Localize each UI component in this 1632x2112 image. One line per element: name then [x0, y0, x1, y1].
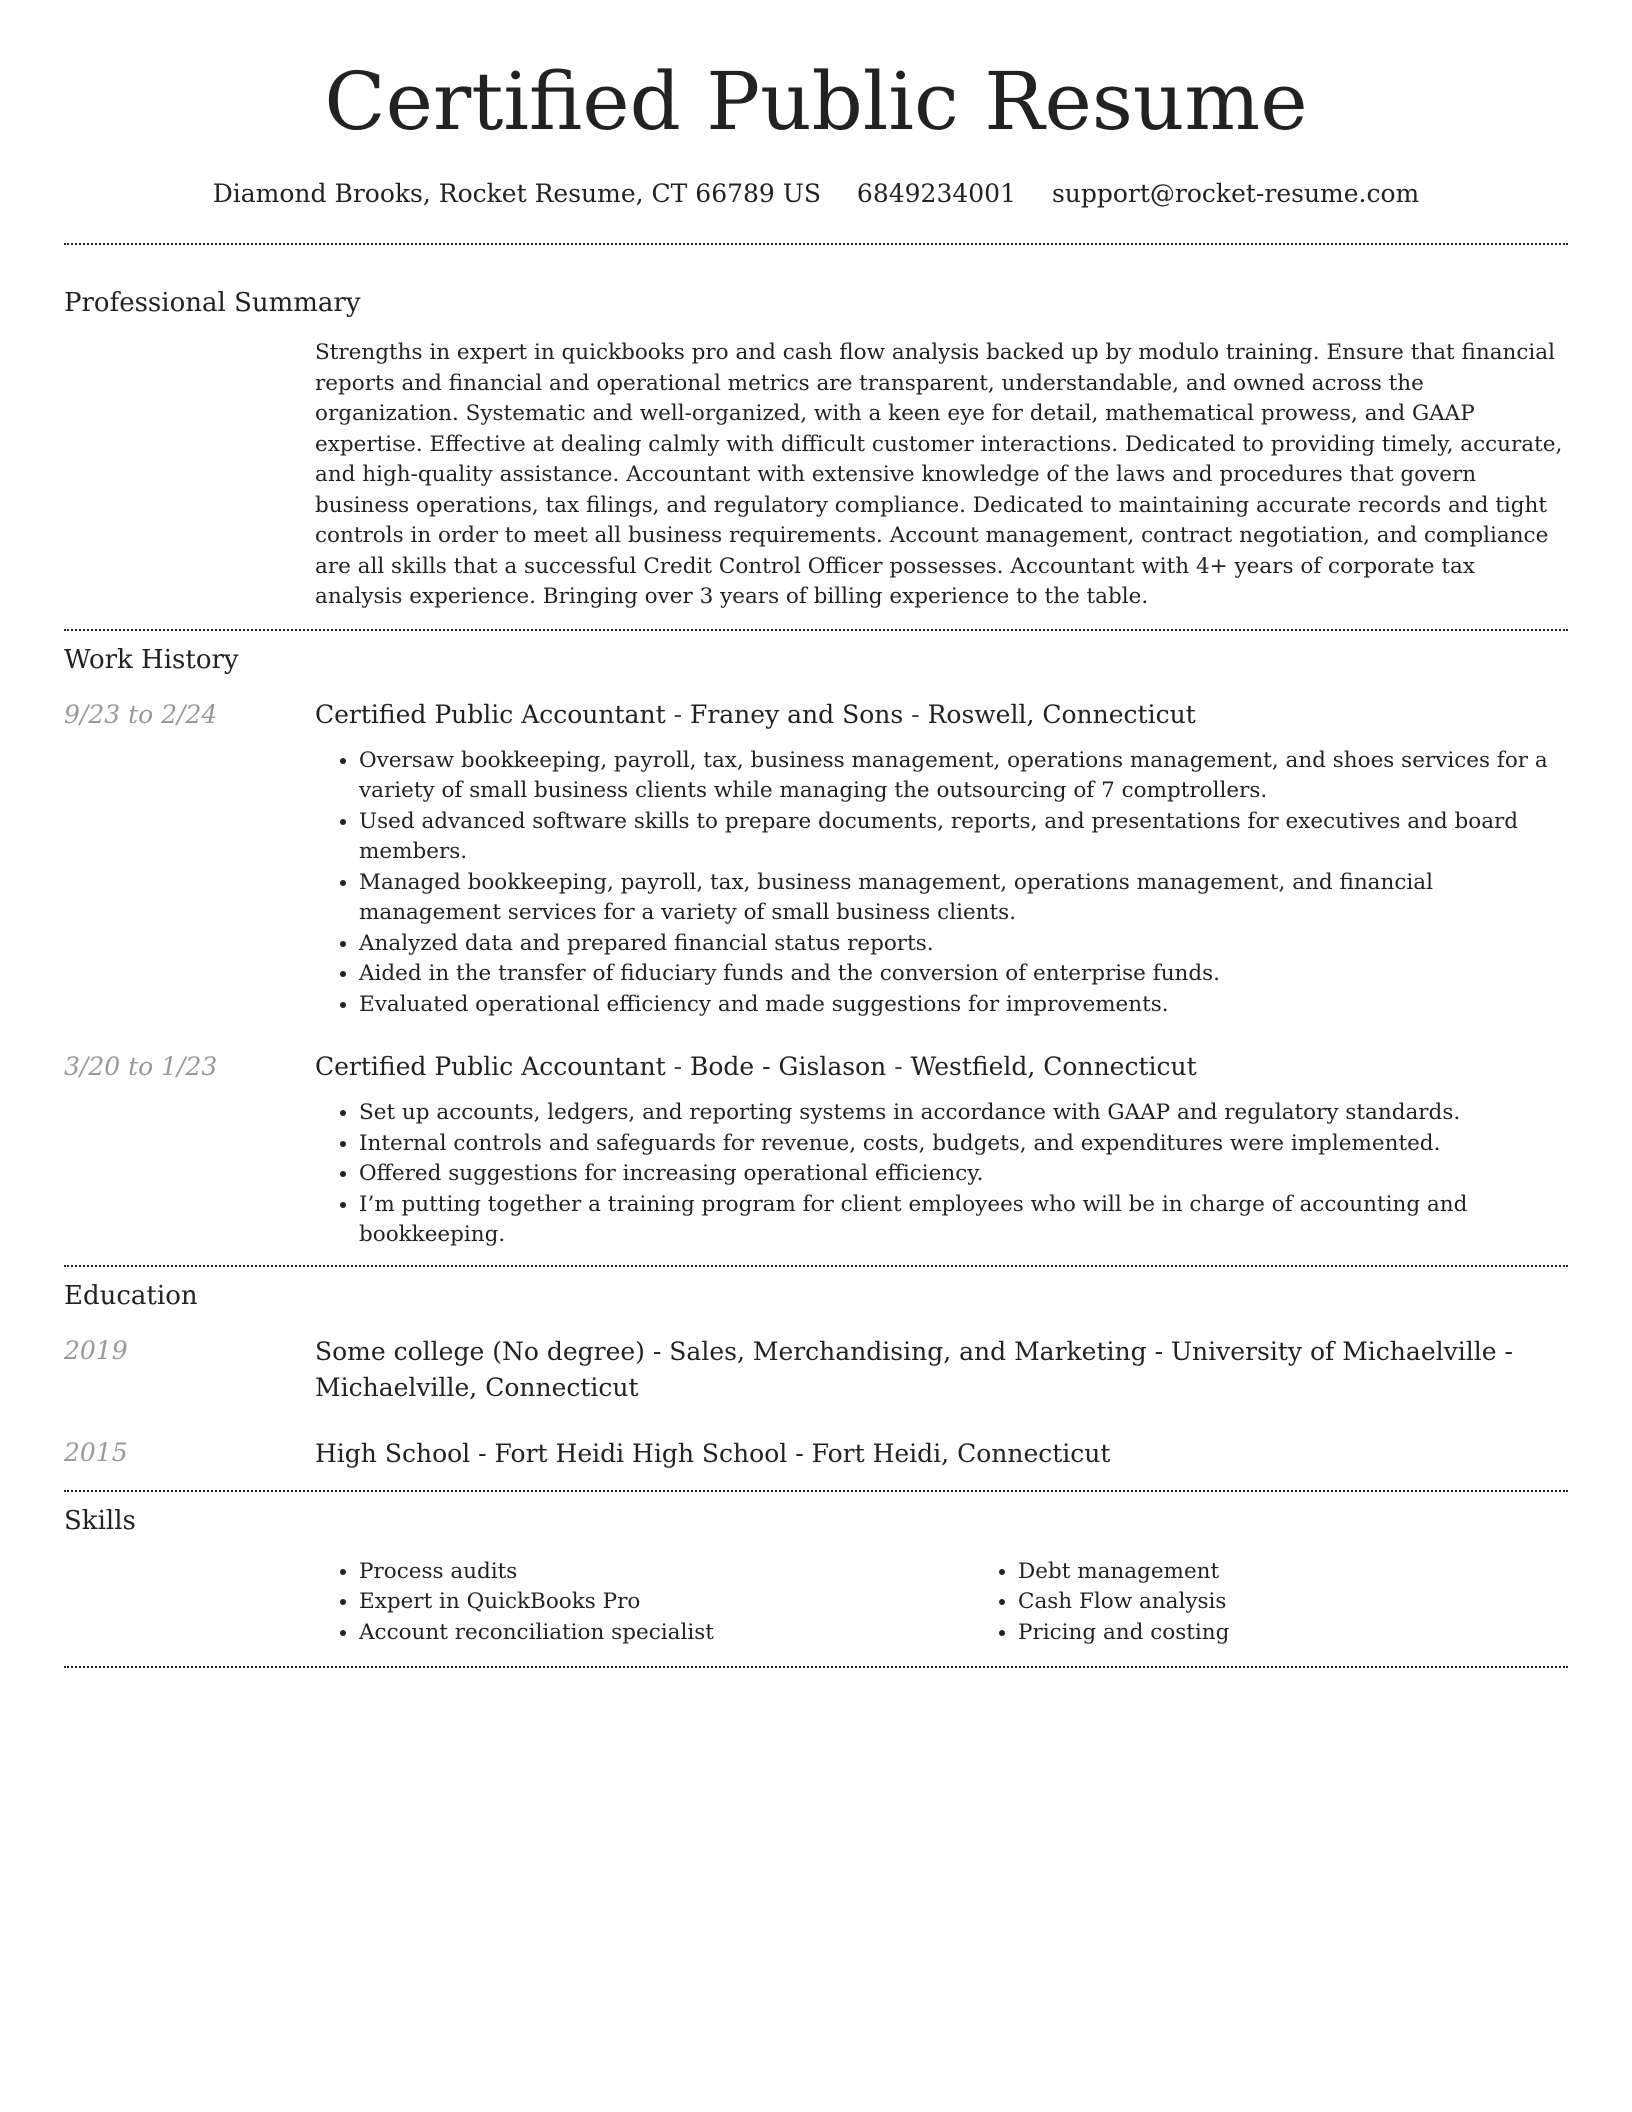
job-company: Franey and Sons: [689, 699, 904, 729]
education-degree: High School: [315, 1438, 471, 1468]
education-entry: [64, 1436, 1568, 1472]
job-company: Bode - Gislason: [689, 1052, 887, 1081]
resume-title: Certified Public Resume: [324, 55, 1308, 148]
divider: [64, 1265, 1568, 1267]
divider: [64, 1666, 1568, 1668]
job-bullets: [315, 1098, 1568, 1251]
education-year: 2015: [64, 1437, 128, 1467]
education-entry: [64, 1334, 1568, 1406]
job-heading: Certified Public Accountant - Bode - Gislason - Westfield, Connecticut: [315, 1052, 1197, 1081]
skills-list-right: [974, 1557, 1632, 1649]
job-dates: 3/20 to 1/23: [64, 1052, 218, 1081]
job-bullet: • Internal controls and safeguards for revenue, costs, budgets, and expenditures were implemented.: [359, 1129, 1568, 1160]
job-bullet: • Offered suggestions for increasing operational efficiency.: [359, 1159, 1568, 1190]
job-dates: 9/23 to 2/24: [64, 699, 218, 729]
summary-section: [64, 286, 1568, 613]
skills-section: [64, 1504, 1568, 1649]
job-entry: [64, 698, 1568, 1021]
job-entry: [64, 1050, 1568, 1251]
skill-item: • Pricing and costing: [1018, 1618, 1632, 1649]
job-location: Westfield, Connecticut: [910, 1052, 1197, 1081]
education-degree: Some college (No degree): [315, 1336, 645, 1366]
job-bullet: • Oversaw bookkeeping, payroll, tax, business management, operations management, and shoes services for a variety of small business clients while managing the outsourcing of 7 comptrollers.: [359, 746, 1568, 807]
job-bullet: • Managed bookkeeping, payroll, tax, business management, operations management, and financial management services for a variety of small business clients.: [359, 868, 1568, 929]
skill-item: • Expert in QuickBooks Pro: [359, 1587, 974, 1618]
skills-list-left: [315, 1557, 974, 1649]
resume-page: [64, 0, 1568, 1668]
skill-item: • Cash Flow analysis: [1018, 1587, 1632, 1618]
education-field: Sales, Merchandising, and Marketing: [669, 1336, 1147, 1366]
job-title: Certified Public Accountant: [315, 699, 666, 729]
job-bullet: • I’m putting together a training program for client employees who will be in charge of accounting and bookkeeping.: [359, 1190, 1568, 1251]
job-title: Certified Public Accountant: [315, 1052, 666, 1081]
contact-phone: 6849234001: [856, 179, 1016, 208]
skill-item: • Debt management: [1018, 1557, 1632, 1588]
education-heading: Education: [64, 1280, 198, 1311]
job-bullet: • Set up accounts, ledgers, and reporting systems in accordance with GAAP and regulatory standards.: [359, 1098, 1568, 1129]
job-heading: Certified Public Accountant - Franey and Sons - Roswell, Connecticut: [315, 699, 1196, 729]
divider: [64, 243, 1568, 245]
work-history-heading: Work History: [64, 644, 239, 675]
job-bullet: • Aided in the transfer of fiduciary funds and the conversion of enterprise funds.: [359, 959, 1568, 990]
job-bullet: • Evaluated operational efficiency and made suggestions for improvements.: [359, 990, 1568, 1021]
education-section: [64, 1279, 1568, 1472]
education-year: 2019: [64, 1335, 128, 1365]
contact-line: [64, 178, 1568, 210]
skill-item: • Process audits: [359, 1557, 974, 1588]
divider: [64, 1490, 1568, 1492]
contact-address: Diamond Brooks, Rocket Resume, CT 66789 US: [212, 179, 821, 208]
job-bullets: [315, 746, 1568, 1021]
education-location: Fort Heidi, Connecticut: [811, 1438, 1111, 1468]
education-heading-line: Some college (No degree) - Sales, Merchandising, and Marketing - University of Michaelville - Michaelville, Connecticut: [315, 1336, 1513, 1402]
education-heading-line: High School - Fort Heidi High School - Fort Heidi, Connecticut: [315, 1438, 1111, 1468]
education-school: University of Michaelville: [1170, 1336, 1497, 1366]
education-location: Michaelville, Connecticut: [315, 1372, 639, 1402]
job-bullet: • Analyzed data and prepared financial status reports.: [359, 929, 1568, 960]
divider: [64, 629, 1568, 631]
job-bullet: • Used advanced software skills to prepare documents, reports, and presentations for executives and board members.: [359, 807, 1568, 868]
work-history-section: [64, 643, 1568, 1251]
summary-text: Strengths in expert in quickbooks pro and cash flow analysis backed up by modulo training. Ensure that financial reports and financial and operational metrics are transparent, understandable, and owned across the organization. Systematic and well-organized, with a keen eye for detail, mathematical prowess, and GAAP expertise. Effective at dealing calmly with difficult customer interactions. Dedicated to providing timely, accurate, and high-quality assistance. Accountant with extensive knowledge of the laws and procedures that govern business operations, tax filings, and regulatory compliance. Dedicated to maintaining accurate records and tight controls in order to meet all business requirements. Account management, contract negotiation, and compliance are all skills that a successful Credit Control Officer possesses. Accountant with 4+ years of corporate tax analysis experience. Bringing over 3 years of billing experience to the table.: [315, 340, 1563, 609]
education-school: Fort Heidi High School: [494, 1438, 788, 1468]
contact-email: support@rocket-resume.com: [1051, 179, 1420, 208]
summary-heading: Professional Summary: [64, 288, 361, 318]
job-location: Roswell, Connecticut: [927, 699, 1196, 729]
skills-heading: Skills: [64, 1505, 136, 1536]
skill-item: • Account reconciliation specialist: [359, 1618, 974, 1649]
